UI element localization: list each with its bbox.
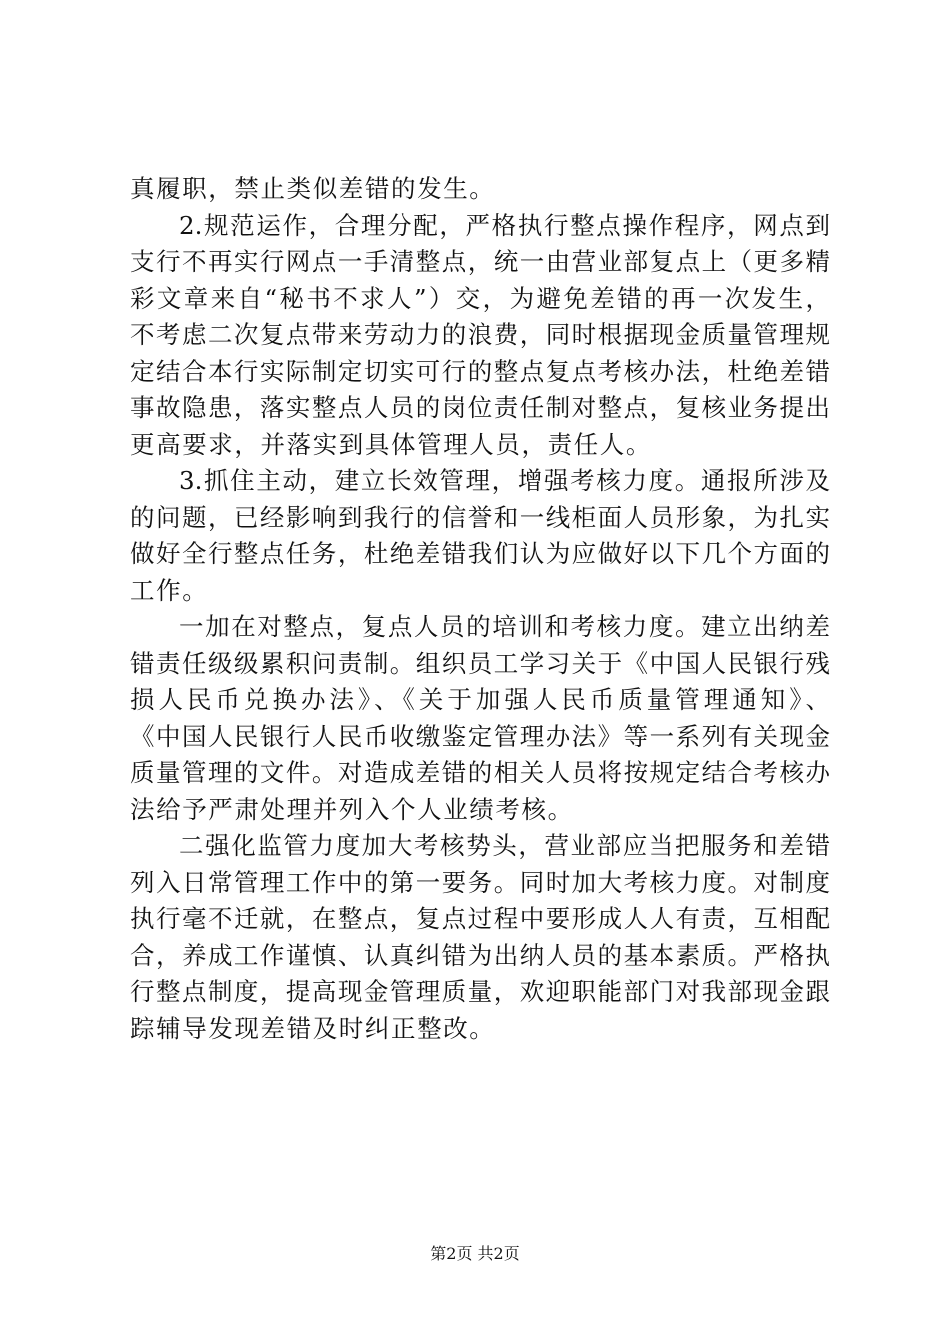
text-line: 支行不再实行网点一手清整点，统一由营业部复点上（更多精 <box>130 247 830 276</box>
text-line: 执行毫不迁就，在整点，复点过程中要形成人人有责，互相配 <box>130 904 830 933</box>
document-body <box>130 171 830 1047</box>
text-line: 定结合本行实际制定切实可行的整点复点考核办法，杜绝差错 <box>130 356 830 386</box>
text-line: 一加在对整点，复点人员的培训和考核力度。建立出纳差 <box>179 612 830 641</box>
text-line: 法给予严肃处理并列入个人业绩考核。 <box>130 794 574 824</box>
text-line: 行整点制度，提高现金管理质量，欢迎职能部门对我部现金跟 <box>130 977 830 1006</box>
text-line: 损人民币兑换办法》、《关于加强人民币质量管理通知》、 <box>130 685 830 714</box>
text-line: 不考虑二次复点带来劳动力的浪费，同时根据现金质量管理规 <box>130 320 830 349</box>
text-line: 真履职，禁止类似差错的发生。 <box>130 174 496 203</box>
text-line: 的问题，已经影响到我行的信誉和一线柜面人员形象，为扎实 <box>130 502 830 532</box>
text-line: 质量管理的文件。对造成差错的相关人员将按规定结合考核办 <box>130 758 830 787</box>
text-line: 工作。 <box>130 575 209 605</box>
text-line: 事故隐患，落实整点人员的岗位责任制对整点，复核业务提出 <box>130 393 830 422</box>
text-line: 踪辅导发现差错及时纠正整改。 <box>130 1013 496 1043</box>
text-line: 做好全行整点任务，杜绝差错我们认为应做好以下几个方面的 <box>130 539 830 568</box>
text-line: 彩文章来自“秘书不求人”）交，为避免差错的再一次发生， <box>130 283 830 313</box>
text-line: 3.抓住主动，建立长效管理，增强考核力度。通报所涉及 <box>179 466 830 495</box>
text-line: 《中国人民银行人民币收缴鉴定管理办法》等一系列有关现金 <box>130 721 830 751</box>
text-line: 列入日常管理工作中的第一要务。同时加大考核力度。对制度 <box>130 867 830 897</box>
text-line: 更高要求，并落实到具体管理人员，责任人。 <box>130 429 652 459</box>
text-line: 错责任级级累积问责制。组织员工学习关于《中国人民银行残 <box>130 648 830 678</box>
text-line: 合，养成工作谨慎、认真纠错为出纳人员的基本素质。严格执 <box>130 940 830 970</box>
page-number-footer: 第2页 共2页 <box>430 1244 520 1263</box>
text-line: 二强化监管力度加大考核势头，营业部应当把服务和差错 <box>179 831 830 860</box>
text-line: 2.规范运作，合理分配，严格执行整点操作程序，网点到 <box>179 210 830 240</box>
